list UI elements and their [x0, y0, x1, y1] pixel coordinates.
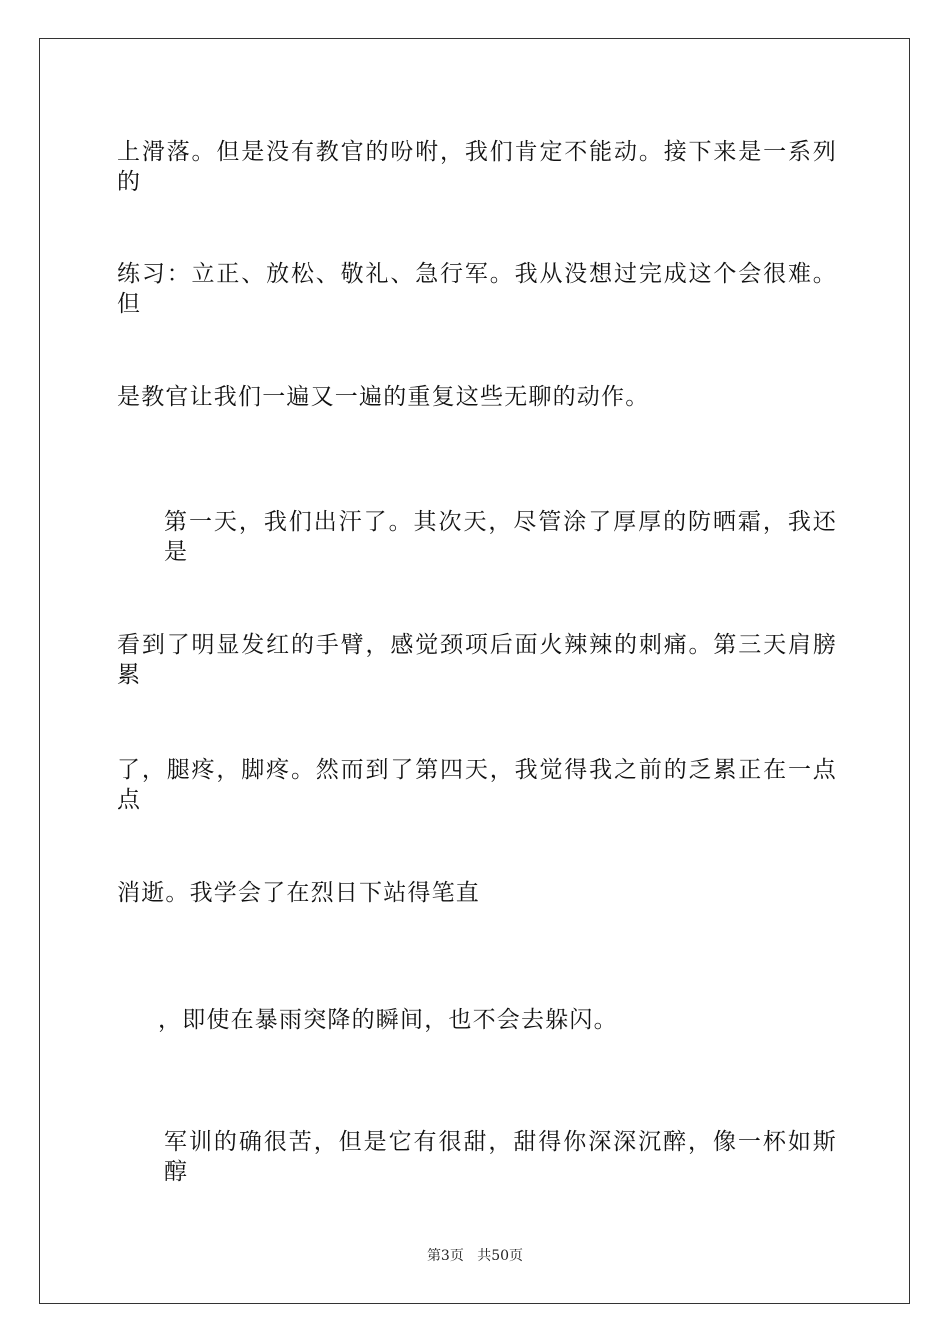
page-total: 共50页 [477, 1248, 524, 1264]
text-line-3: 是教官让我们一遍又一遍的重复这些无聊的动作。 [117, 384, 650, 410]
text-line-6: 了，腿疼，脚疼。然而到了第四天，我觉得我之前的乏累正在一点点 [117, 757, 837, 813]
text-line-8: ，即使在暴雨突降的瞬间，也不会去躲闪。 [158, 1007, 618, 1033]
page-footer [0, 1247, 950, 1265]
text-line-2: 练习：立正、放松、敬礼、急行军。我从没想过完成这个会很难。但 [117, 261, 837, 317]
text-line-4: 第一天，我们出汗了。其次天，尽管涂了厚厚的防晒霜，我还是 [164, 509, 837, 565]
page-number: 第3页 [426, 1248, 464, 1264]
text-line-9: 军训的确很苦，但是它有很甜，甜得你深深沉醉，像一杯如斯醇 [164, 1129, 837, 1185]
text-line-5: 看到了明显发红的手臂，感觉颈项后面火辣辣的刺痛。第三天肩膀累 [117, 632, 837, 688]
text-line-1: 上滑落。但是没有教官的吩咐，我们肯定不能动。接下来是一系列的 [117, 139, 837, 195]
text-line-7: 消逝。我学会了在烈日下站得笔直 [117, 880, 480, 906]
